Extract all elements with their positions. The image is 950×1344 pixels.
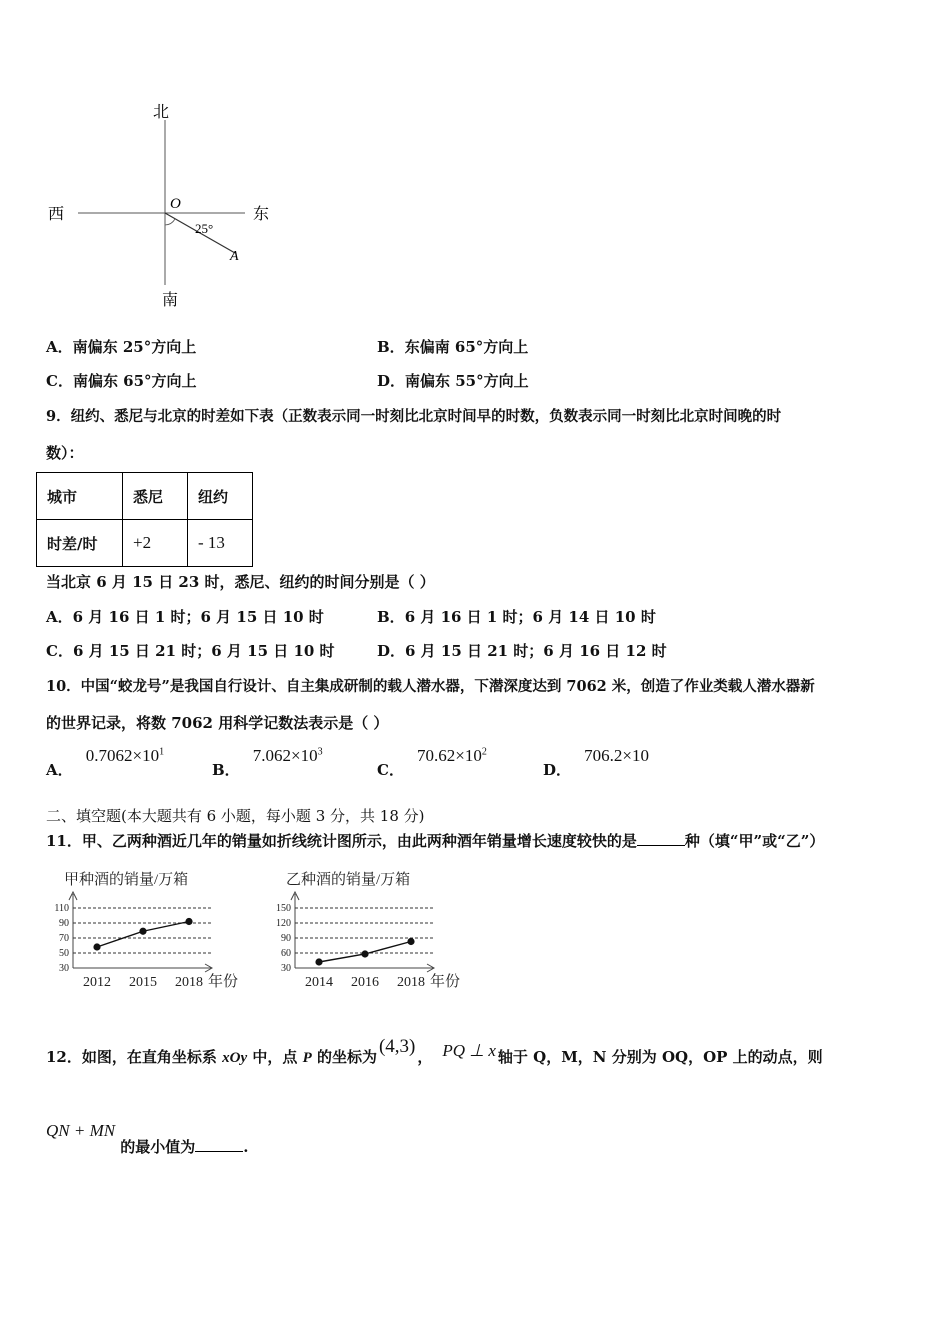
q9-stem-line1: 9．纽约、悉尼与北京的时差如下表（正数表示同一时刻比北京时间早的时数，负数表示同一时刻比北京时间晚的时 xyxy=(46,408,782,425)
data-point xyxy=(407,938,414,945)
data-point xyxy=(315,958,322,965)
q9-option-b: B．6 月 16 日 1 时；6 月 14 日 10 时 xyxy=(377,608,656,626)
compass-point: A xyxy=(230,249,239,264)
y-tick-label: 120 xyxy=(276,918,291,929)
compass-north: 北 xyxy=(153,104,170,121)
table-header-city: 城市 xyxy=(37,473,123,520)
q12-expr: QN + MN xyxy=(46,1121,116,1140)
q10-option-c: C． $70.62\times 10^2$ xyxy=(377,746,487,779)
q11-answer-blank xyxy=(637,831,685,846)
x-tick-label: 2018 xyxy=(175,975,203,990)
table-cell-sydney: +2 xyxy=(123,520,188,567)
x-tick-label: 2014 xyxy=(305,975,333,990)
q10-option-a: A． $0.7062\times 10^1$ xyxy=(46,746,165,779)
x-tick-label: 2015 xyxy=(129,975,157,990)
q12-perp: PQ ⊥ x xyxy=(442,1041,496,1060)
q12-line2: QN + MN 的最小值为 . xyxy=(46,1121,249,1156)
q10-option-b: B． $7.062\times 10^3$ xyxy=(212,746,323,779)
q9-stem-line2: 数）： xyxy=(46,444,84,462)
y-tick-label: 50 xyxy=(59,948,69,959)
chart-title: 乙种酒的销量/万箱 xyxy=(286,872,411,888)
timezone-table xyxy=(36,472,253,567)
q10-option-d: D． 706.2×10 xyxy=(543,746,649,779)
table-header-newyork: 纽约 xyxy=(188,473,253,520)
q8-option-d: D．南偏东 55°方向上 xyxy=(377,372,529,390)
chart-title: 甲种酒的销量/万箱 xyxy=(64,872,189,888)
q9-option-d: D．6 月 15 日 21 时；6 月 16 日 12 时 xyxy=(377,642,667,660)
q12-answer-blank xyxy=(195,1137,243,1152)
q9-option-c: C．6 月 15 日 21 时；6 月 15 日 10 时 xyxy=(46,642,335,660)
compass-angle: 25° xyxy=(195,221,214,236)
y-tick-label: 60 xyxy=(281,948,291,959)
compass-west: 西 xyxy=(48,206,65,223)
y-tick-label: 150 xyxy=(276,903,291,914)
compass-east: 东 xyxy=(253,206,270,223)
y-tick-label: 30 xyxy=(281,963,291,974)
x-tick-label: 2012 xyxy=(83,975,111,990)
data-point xyxy=(139,928,146,935)
table-row-label: 时差/时 xyxy=(37,520,123,567)
x-tick-label: 2016 xyxy=(351,975,379,990)
data-point xyxy=(93,943,100,950)
chart-yi xyxy=(262,862,487,997)
table-header-sydney: 悉尼 xyxy=(123,473,188,520)
y-tick-label: 70 xyxy=(59,933,69,944)
compass-figure xyxy=(40,95,280,315)
q10-stem-line1: 10．中国“蛟龙号”是我国自行设计、自主集成研制的载人潜水器，下潜深度达到 7062 米，创造了作业类载人潜水器新 xyxy=(46,678,815,695)
compass-origin: O xyxy=(170,196,181,212)
data-point xyxy=(361,950,368,957)
q12-coord: (4,3) xyxy=(378,1036,416,1057)
x-tick-label: 2018 xyxy=(397,975,425,990)
q9-option-a: A．6 月 16 日 1 时；6 月 15 日 10 时 xyxy=(46,608,324,626)
y-tick-label: 30 xyxy=(59,963,69,974)
y-tick-label: 90 xyxy=(59,918,69,929)
chart-jia xyxy=(40,862,255,997)
q12-stem: 12．如图，在直角坐标系 xOy 中，点 P 的坐标为 (4,3) ， PQ ⊥ x 轴于 Q，M，N 分别为 OQ，OP 上的动点，则 xyxy=(46,1036,823,1066)
q8-option-a: A．南偏东 25°方向上 xyxy=(46,338,197,356)
compass-south: 南 xyxy=(162,292,179,309)
x-axis-label: 年份 xyxy=(208,974,239,990)
q10-stem-line2: 的世界记录，将数 7062 用科学记数法表示是（ ） xyxy=(46,714,389,732)
q8-option-c: C．南偏东 65°方向上 xyxy=(46,372,197,390)
q8-option-b: B．东偏南 65°方向上 xyxy=(377,338,529,356)
y-tick-label: 90 xyxy=(281,933,291,944)
y-tick-label: 110 xyxy=(54,903,69,914)
table-cell-newyork: - 13 xyxy=(188,520,253,567)
x-axis-label: 年份 xyxy=(430,974,461,990)
q9-question: 当北京 6 月 15 日 23 时，悉尼、纽约的时间分别是（ ） xyxy=(46,573,435,591)
section2-title: 二、填空题(本大题共有 6 小题，每小题 3 分，共 18 分) xyxy=(46,807,425,825)
q11-stem: 11．甲、乙两种酒近几年的销量如折线统计图所示，由此两种酒年销量增长速度较快的是 种（填“甲”或“乙”） xyxy=(46,832,825,850)
data-point xyxy=(185,918,192,925)
